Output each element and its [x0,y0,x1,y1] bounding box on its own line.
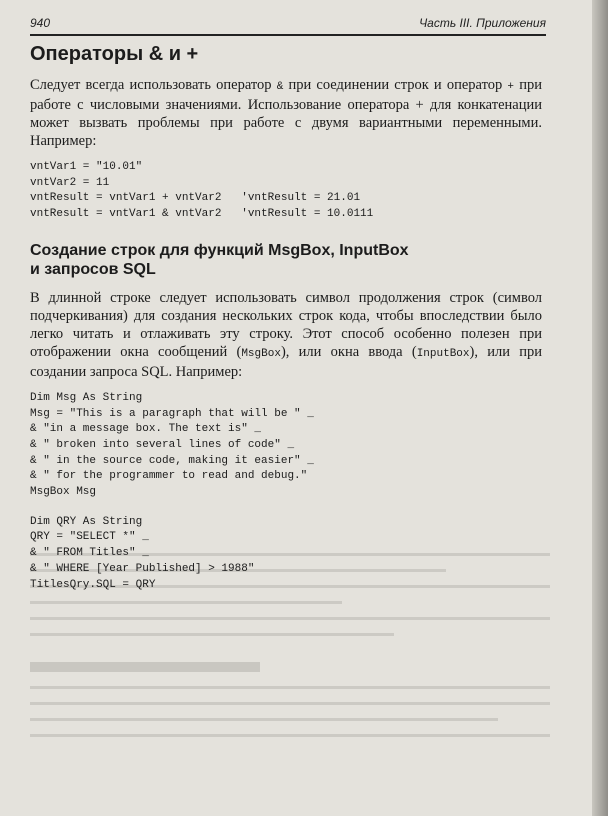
inline-code: MsgBox [241,347,281,360]
code-line: Msg = "This is a paragraph that will be " _ [30,407,314,420]
text-run: Следует всегда использовать оператор [30,77,277,93]
code-line: & " FROM Titles" _ [30,547,149,560]
text-run: при работе с числовыми значениями. Использование оператора + для конкатенации может вызвать проблемы при работе с двумя вариантными переменными. Например: [30,77,542,149]
inline-code: InputBox [416,347,470,360]
code-line: TitlesQry.SQL = QRY [30,578,156,591]
page-number: 940 [30,16,51,30]
inline-code: & [276,81,284,93]
text-run: при соединении строк и оператор [283,77,508,93]
operators-paragraph [30,76,542,150]
text-run: ), или при создании запроса SQL. Например: [30,343,542,380]
code-line: vntResult = vntVar1 & vntVar2 'vntResult = 10.0111 [30,208,374,221]
code-line: & " WHERE [Year Published] > 1988" [30,562,255,575]
code-line: vntVar1 = "10.01" [30,161,143,173]
section-heading-strings [30,241,542,279]
code-line: & " broken into several lines of code" _ [30,438,295,451]
part-title: Часть III. Приложения [419,16,546,30]
heading-line: Создание строк для функций MsgBox, InputBox [30,241,409,259]
section-heading-operators: Операторы & и + [30,43,199,65]
code-example-sql [30,515,542,594]
running-header [30,14,546,36]
code-example-msgbox [30,391,542,501]
heading-line: и запросов SQL [30,260,156,278]
page-content [30,40,542,601]
code-example-operators [30,160,542,223]
text-run: В длинной строке следует использовать символ продолжения строк (символ подчеркивания) для создания нескольких строк кода, чтобы впоследствии было легко читать и отлаживать эту строку. Этот способ особенно полезен при отображении окна сообщений ( [30,289,542,360]
page-edge-shadow [592,0,608,816]
code-line: & " for the programmer to read and debug." [30,470,308,483]
text-run: ), или окна ввода ( [280,343,417,360]
code-line: vntResult = vntVar1 + vntVar2 'vntResult = 21.01 [30,192,361,205]
code-line: & " in the source code, making it easier" _ [30,454,314,467]
code-line: & "in a message box. The text is" _ [30,423,262,436]
code-line: Dim QRY As String [30,515,143,528]
code-line: vntVar2 = 11 [30,176,110,189]
inline-code: + [507,81,515,93]
strings-paragraph [30,289,542,381]
code-line: MsgBox Msg [30,486,97,499]
code-line: QRY = "SELECT *" _ [30,531,149,544]
code-line: Dim Msg As String [30,391,143,404]
